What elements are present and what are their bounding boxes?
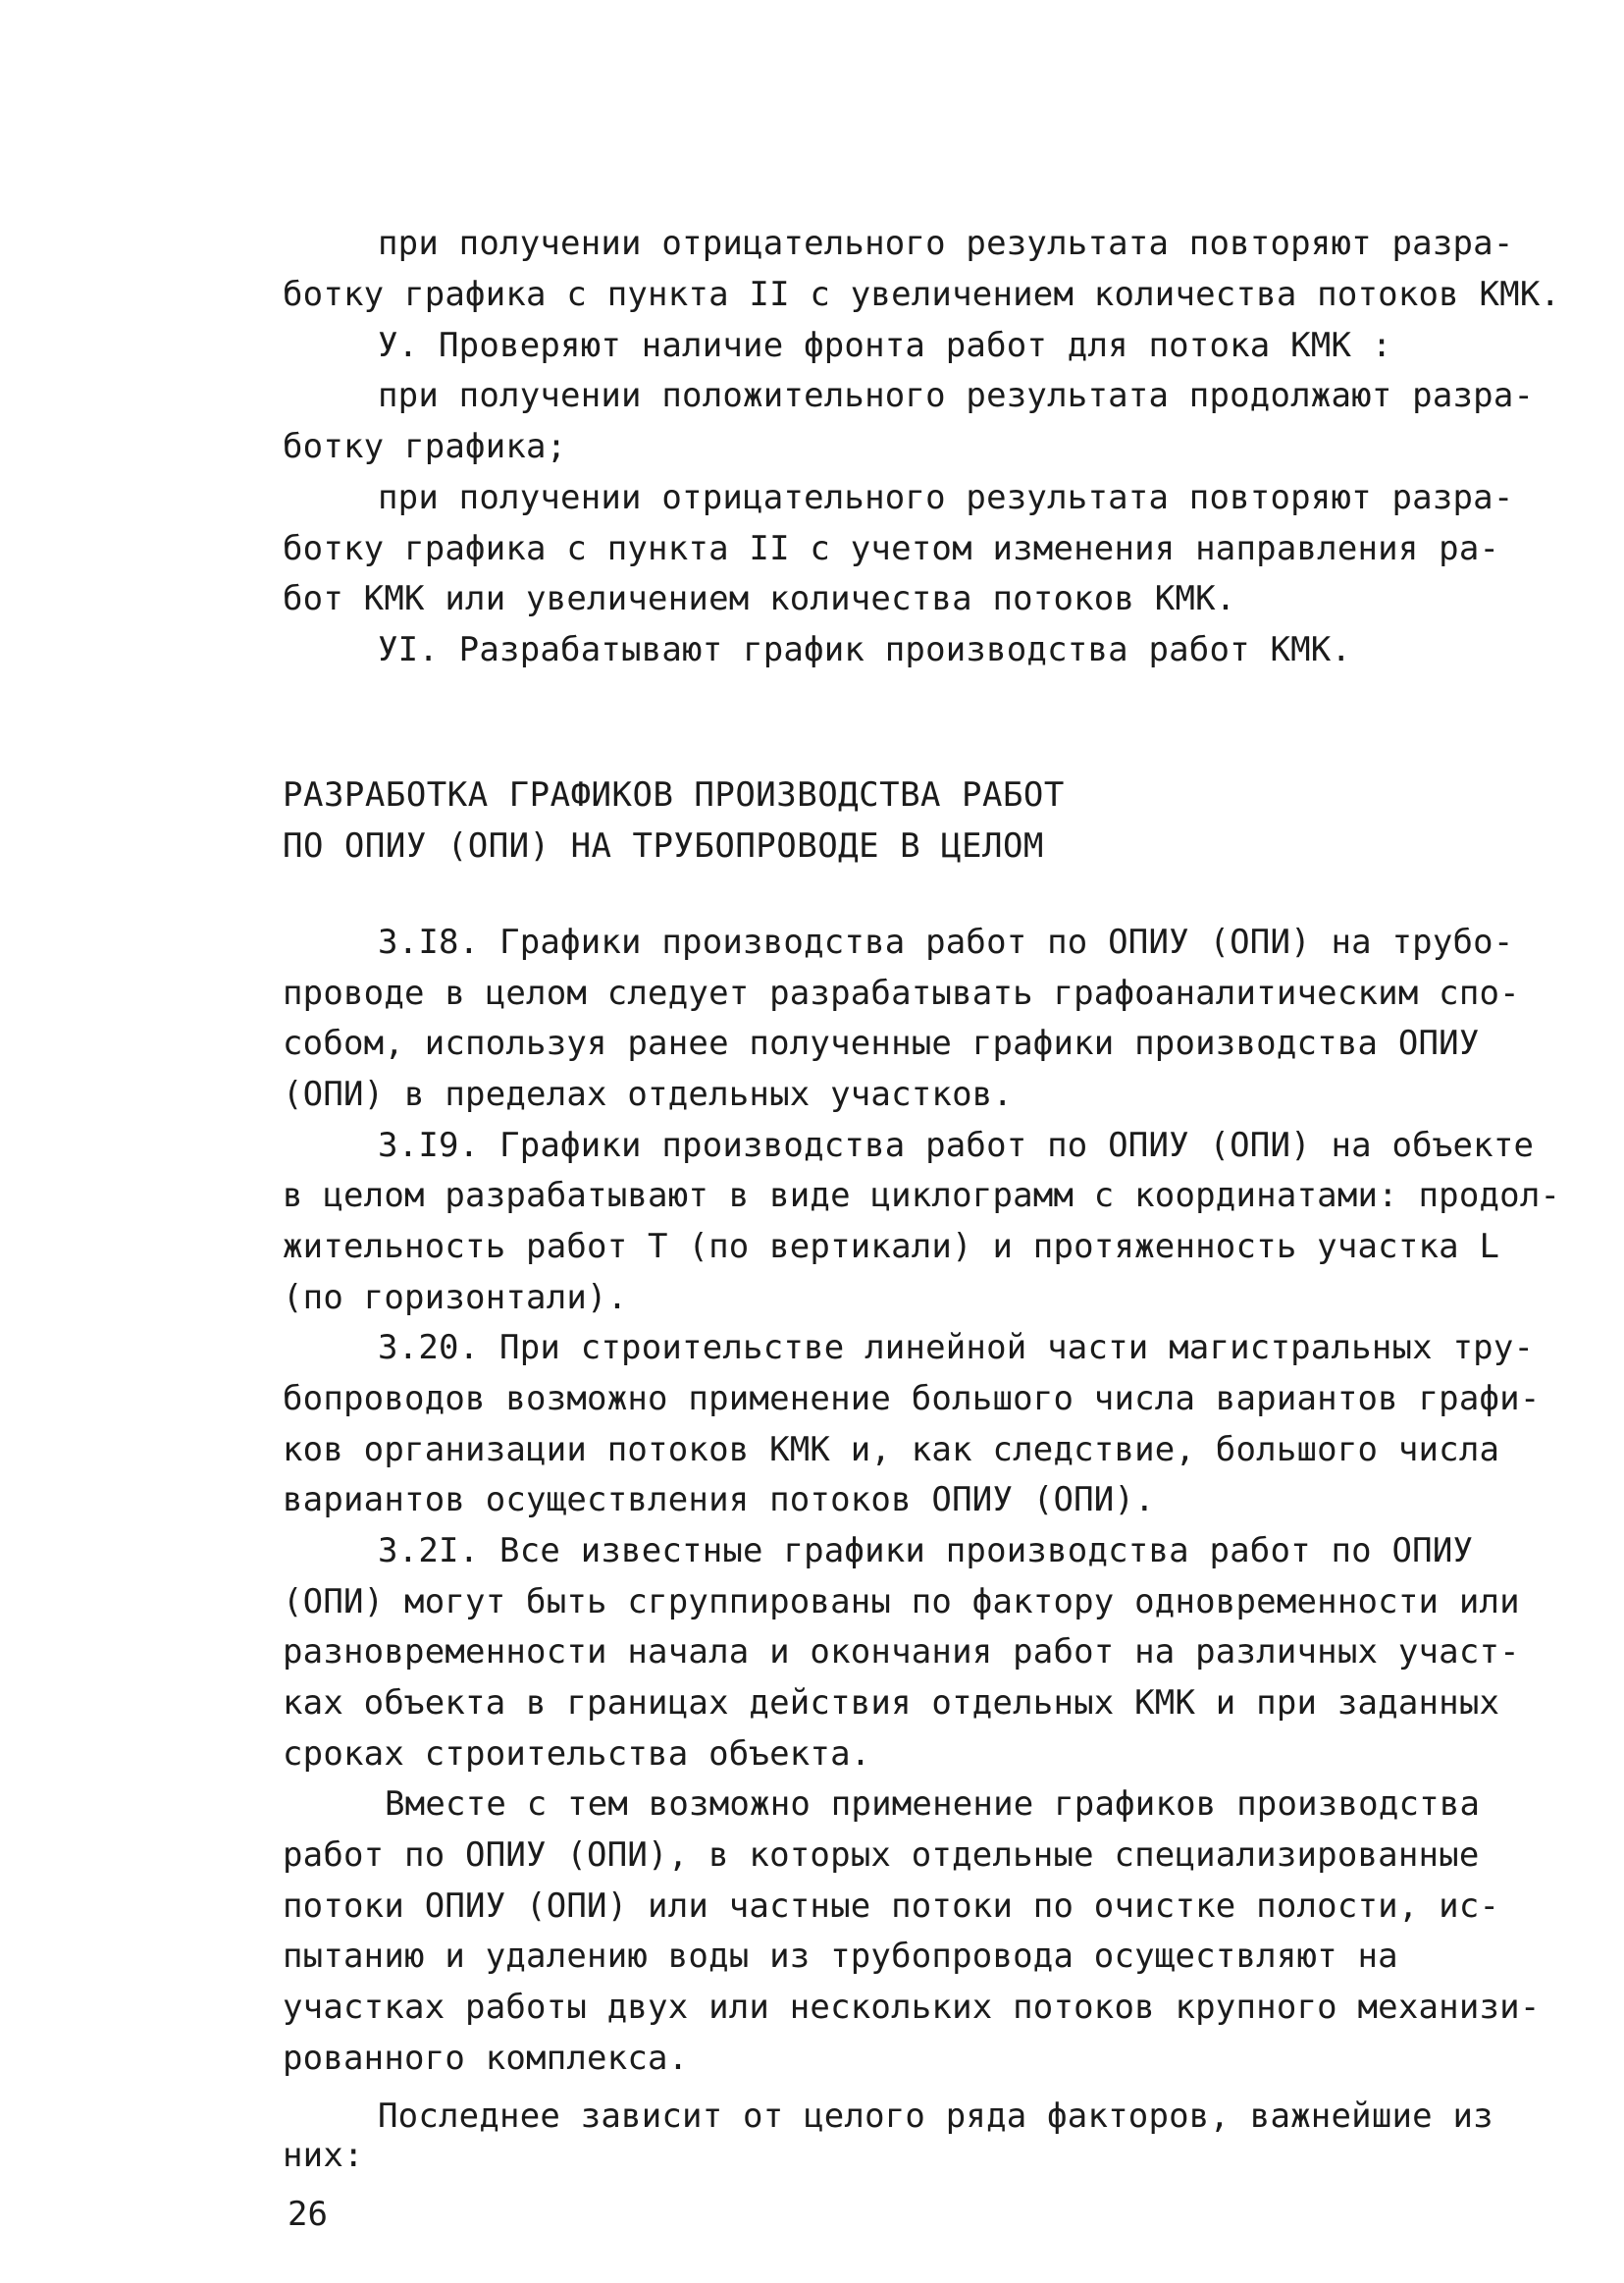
text-line: при получении положительного результата продолжают разра-: [378, 376, 1535, 415]
text-line: У. Проверяют наличие фронта работ для потока КМК :: [378, 326, 1392, 365]
text-line: (по горизонтали).: [283, 1278, 628, 1317]
text-line: рованного комплекса.: [283, 2039, 689, 2078]
text-line: работ по ОПИУ (ОПИ), в которых отдельные специализированные: [283, 1835, 1480, 1875]
text-line: вариантов осуществления потоков ОПИУ (ОПИ).: [283, 1480, 1155, 1519]
text-line: собом, используя ранее полученные графики производства ОПИУ: [283, 1024, 1480, 1063]
text-line: потоки ОПИУ (ОПИ) или частные потоки по очистке полости, ис-: [283, 1886, 1500, 1926]
text-line: бопроводов возможно применение большого числа вариантов графи-: [283, 1379, 1541, 1418]
text-line: ках объекта в границах действия отдельных КМК и при заданных: [283, 1683, 1500, 1723]
text-line: бот КМК или увеличением количества потоков КМК.: [283, 579, 1236, 618]
text-line: жительность работ Т (по вертикали) и протяженность участка L: [283, 1227, 1500, 1266]
text-line: Вместе с тем возможно применение графиков производства: [385, 1784, 1481, 1824]
text-line: ков организации потоков КМК и, как следствие, большого числа: [283, 1430, 1500, 1469]
text-line: ботку графика с пункта II с увеличением количества потоков КМК.: [283, 275, 1561, 314]
paragraph-3-19-line: 3.I9. Графики производства работ по ОПИУ (ОПИ) на объекте: [378, 1126, 1535, 1165]
text-line: (ОПИ) могут быть сгруппированы по фактору одновременности или: [283, 1582, 1520, 1621]
text-line: разновременности начала и окончания работ на различных участ-: [283, 1632, 1520, 1672]
text-line: ботку графика с пункта II с учетом изменения направления ра-: [283, 529, 1500, 568]
text-line: УI. Разрабатывают график производства работ КМК.: [378, 630, 1352, 669]
paragraph-3-21-line: 3.2I. Все известные графики производства работ по ОПИУ: [378, 1531, 1474, 1570]
text-line: них:: [283, 2136, 364, 2175]
page-number: 26: [288, 2195, 328, 2234]
text-line: в целом разрабатывают в виде циклограмм с координатами: продол-: [283, 1176, 1561, 1215]
text-line: (ОПИ) в пределах отдельных участков.: [283, 1075, 1014, 1114]
heading-line: ПО ОПИУ (ОПИ) НА ТРУБОПРОВОДЕ В ЦЕЛОМ: [283, 826, 1044, 866]
text-line: при получении отрицательного результата повторяют разра-: [378, 478, 1514, 517]
text-line: проводе в целом следует разрабатывать графоаналитическим спо-: [283, 974, 1520, 1013]
text-line: ботку графика;: [283, 427, 567, 466]
paragraph-3-20-line: 3.20. При строительстве линейной части магистральных тру-: [378, 1328, 1535, 1367]
text-line: Последнее зависит от целого ряда факторов, важнейшие из: [378, 2097, 1493, 2136]
heading-line: РАЗРАБОТКА ГРАФИКОВ ПРОИЗВОДСТВА РАБОТ: [283, 775, 1065, 815]
paragraph-3-18-line: 3.I8. Графики производства работ по ОПИУ (ОПИ) на трубо-: [378, 923, 1514, 962]
text-line: участках работы двух или нескольких потоков крупного механизи-: [283, 1988, 1541, 2027]
text-line: пытанию и удалению воды из трубопровода осуществляют на: [283, 1937, 1398, 1976]
text-line: сроках строительства объекта.: [283, 1734, 871, 1774]
text-line: при получении отрицательного результата повторяют разра-: [378, 224, 1514, 263]
